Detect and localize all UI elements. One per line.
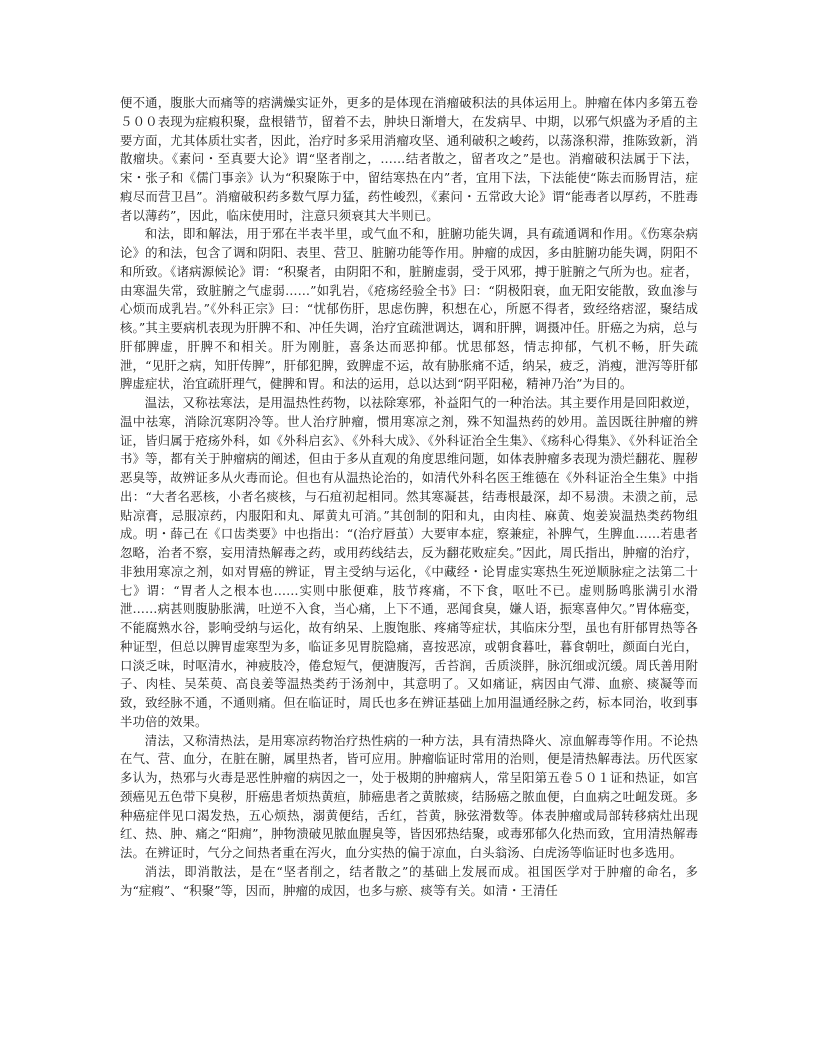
paragraph-warming-method: 温法，又称祛寒法，是用温热性药物，以祛除寒邪，补益阳气的一种治法。其主要作用是回阳救逆，温中祛寒，消除沉寒阴冷等。世人治疗肿瘤，惯用寒凉之剂，殊不知温热药的妙用。盖因既往肿瘤的辨证，皆归属于疮疡外科，如《外科启玄》、《外科大成》、《外科证治全生集》、《疡科心得集》、《外科证治全书》等，都有关于肿瘤病的阐述，但由于多从直观的角度思维问题，如体表肿瘤多表现为溃烂翻花、腥秽恶臭等，故辨证多从火毒而论。但也有从温热论治的，如清代外科名医王维德在《外科证治全生集》中指出：“大者名恶核，小者名痰核，与石疽初起相同。然其寒凝甚，结毒根最深，却不易溃。未溃之前，忌贴凉膏，忌服凉药，内服阳和丸、犀黄丸可消。”其创制的阳和丸，由肉桂、麻黄、炮姜炭温热类药物组成。明・薛己在《口齿类要》中也指出：“(治疗唇茧）大要审本症，察兼症，补脾气，生脾血……若患者忽略，治者不察，妄用清热解毒之药，或用药线结去，反为翻花败症矣。”因此，周氏指出，肿瘤的治疗，非独用寒凉之剂，如对胃癌的辨证，胃主受纳与运化，《中藏经・论胃虚实寒热生死逆顺脉症之法第二十七》谓：“胃者人之根本也……实则中胀便难，肢节疼痛，不下食，呕吐不已。虚则肠鸣胀满引水滑泄……病甚则腹胁胀满，吐逆不入食，当心痛，上下不通，恶闻食臭，嫌人语，振寒喜伸欠。”胃体癌变，不能腐熟水谷，影响受纳与运化，故有纳呆、上腹饱胀、疼痛等症状，其临床分型，虽也有肝郁胃热等各种证型，但总以脾胃虚寒型为多，临证多见胃脘隐痛，喜按恶凉，或朝食暮吐，暮食朝吐，颜面白光白，口淡乏味，时呕清水，神疲肢冷，倦怠短气，便溏腹泻，舌苔润，舌质淡胖，脉沉细或沉缓。周氏善用附子、肉桂、吴茱萸、高良姜等温热类药于汤剂中，其意明了。又如痛证，病因由气滞、血瘀、痰凝等而致，致经脉不通，不通则痛。但在临证时，周氏也多在辨证基础上加用温通经脉之药，标本同治，收到事半功倍的效果。 xyxy=(120,395,698,729)
paragraph-continuation: 便不通，腹胀大而痛等的痞满燥实证外，更多的是体现在消瘤破积法的具体运用上。肿瘤在体内多第五卷５００表现为症瘕积聚，盘根错节，留着不去，肿块日渐增大，在发病早、中期，以邪气炽盛为矛盾的主要方面，尤其体质壮实者，因此，治疗时多采用消瘤攻坚、通利破积之峻药，以荡涤积滞，推陈致新，消散瘤块。《素问・至真要大论》谓“坚者削之，……结者散之，留者攻之”是也。消瘤破积法属于下法，宋・张子和《儒门事亲》认为“积聚陈于中，留结寒热在内”者，宜用下法，下法能使“陈去而肠胃洁，症瘕尽而营卫昌”。消瘤破积药多数气厚力猛，药性峻烈，《素问・五常政大论》谓“能毒者以厚药，不胜毒者以薄药”，因此，临床使用时，注意只须衰其大半则已。 xyxy=(120,95,698,223)
paragraph-dispersing-method: 消法，即消散法，是在“坚者削之，结者散之”的基础上发展而成。祖国医学对于肿瘤的命名，多为“症瘕”、“积聚”等，因而，肿瘤的成因，也多与瘀、痰等有关。如清・王清任 xyxy=(120,863,698,898)
paragraph-clearing-method: 清法，又称清热法，是用寒凉药物治疗热性病的一种方法，具有清热降火、凉血解毒等作用。不论热在气、营、血分，在脏在腑，属里热者，皆可应用。肿瘤临证时常用的治则，便是清热解毒法。历代医家多认为，热邪与火毒是恶性肿瘤的病因之一，处于极期的肿瘤病人，常呈阳第五卷５０１证和热证，如宫颈癌见五色带下臭秽，肝癌患者烦热黄疸，肺癌患者之黄脓痰，结肠癌之脓血便，白血病之吐衄发斑。多种癌症伴见口渴发热，五心烦热，溺黄便结，舌红，苔黄，脉弦滑数等。体表肿瘤或局部转移病灶出现红、热、肿、痛之“阳痈”，肿物溃破见脓血腥臭等，皆因邪热结聚，或毒邪郁久化热而致，宜用清热解毒法。在辨证时，气分之间热者重在泻火，血分实热的偏于凉血，白头翁汤、白虎汤等临证时也多选用。 xyxy=(120,732,698,860)
document-page xyxy=(120,94,698,900)
paragraph-harmonizing-method: 和法，即和解法，用于邪在半表半里，或气血不和，脏腑功能失调，具有疏通调和作用。《伤寒杂病论》的和法，包含了调和阴阳、表里、营卫、脏腑功能等作用。肿瘤的成因，多由脏腑功能失调，阴阳不和所致。《诸病源候论》谓：“积聚者，由阴阳不和，脏腑虚弱，受于风邪，搏于脏腑之气所为也。症者，由寒温失常，致脏腑之气虚弱……”如乳岩，《疮疡经验全书》曰：“阴极阳衰，血无阳安能散，致血渗与心烦而成乳岩。”《外科正宗》曰：“忧郁伤肝，思虑伤脾，积想在心，所愿不得者，致经络痞涩，聚结成核。”其主要病机表现为肝脾不和、冲任失调，治疗宜疏泄调达，调和肝脾，调摄冲任。肝癌之为病，总与肝郁脾虚，肝脾不和相关。肝为刚脏，喜条达而恶抑郁。忧思郁怒，情志抑郁，气机不畅，肝失疏泄，“见肝之病，知肝传脾”，肝郁犯脾，致脾虚不运，故有胁胀痛不适，纳呆，疲乏，消瘦，泄泻等肝郁脾虚症状，治宜疏肝理气，健脾和胃。和法的运用，总以达到“阴平阳秘，精神乃治”为目的。 xyxy=(120,226,698,392)
